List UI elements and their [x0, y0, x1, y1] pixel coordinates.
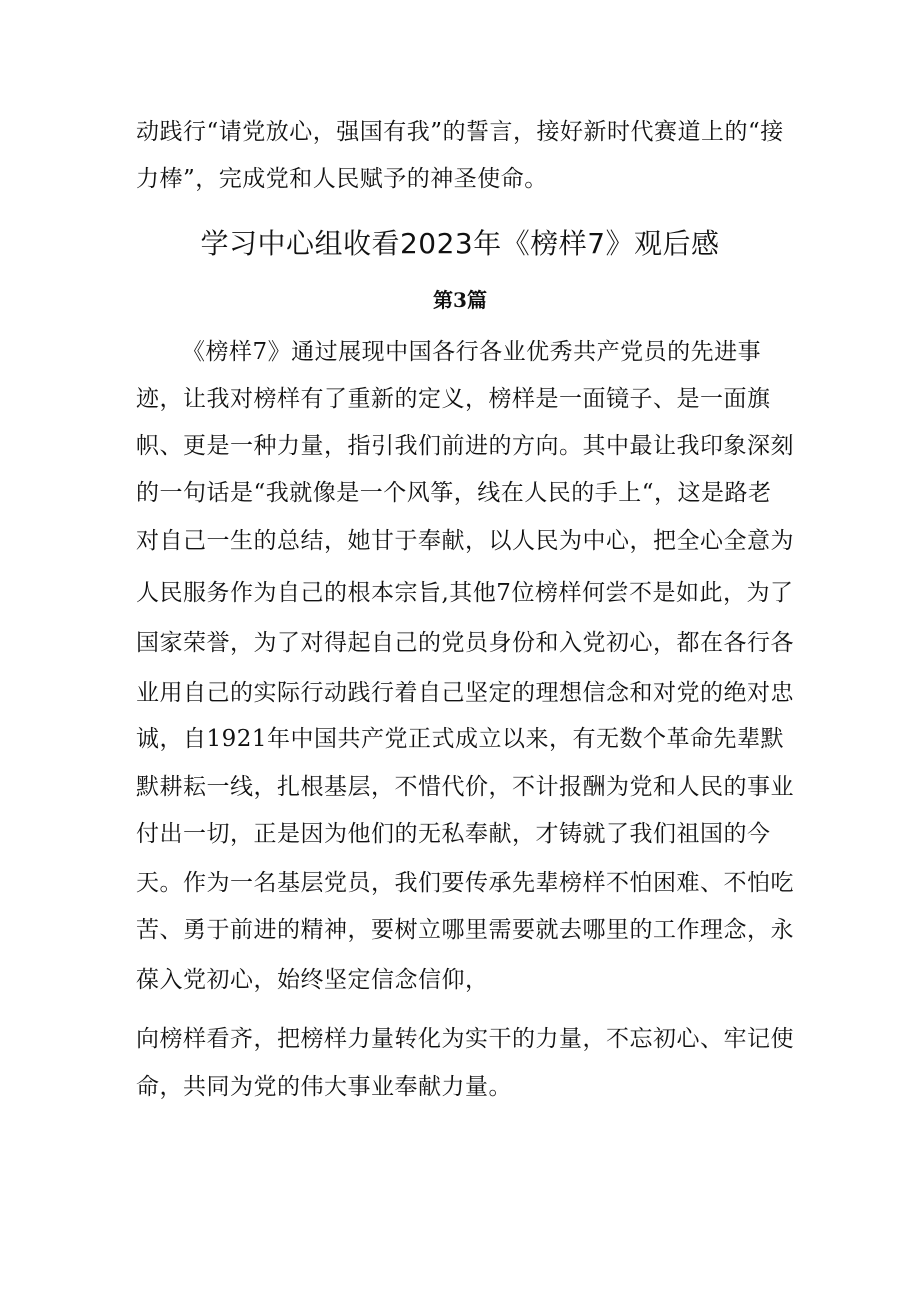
body-line-2: 迹，让我对榜样有了重新的定义，榜样是一面镜子、是一面旗 — [136, 386, 771, 412]
body-line-1: 《榜样7》通过展现中国各行各业优秀共产党员的先进事 — [182, 339, 762, 365]
body-line-12: 天。作为一名基层党员，我们要传承先辈榜样不怕困难、不怕吃 — [136, 870, 794, 896]
body-line-10: 默耕耘一线，扎根基层，不惜代价，不计报酬为党和人民的事业 — [136, 774, 794, 800]
body-line-5: 对自己一生的总结，她甘于奉献，以人民为中心，把全心全意为 — [136, 528, 794, 554]
body-line-4: 的一句话是“我就像是一个风筝，线在人民的手上“，这是路老 — [136, 480, 772, 506]
body-line-13: 苦、勇于前进的精神，要树立哪里需要就去哪里的工作理念，永 — [136, 917, 794, 943]
closing-line-2: 命，共同为党的伟大事业奉献力量。 — [136, 1074, 512, 1100]
body-line-8: 业用自己的实际行动践行着自己坚定的理想信念和对党的绝对忠 — [136, 680, 794, 706]
body-line-6: 人民服务作为自己的根本宗旨,其他7位榜样何尝不是如此，为了 — [136, 580, 794, 606]
body-line-9: 诚，自1921年中国共产党正式成立以来，有无数个革命先辈默 — [136, 726, 785, 752]
body-line-3: 帜、更是一种力量，指引我们前进的方向。其中最让我印象深刻 — [136, 433, 794, 459]
body-line-7: 国家荣誉，为了对得起自己的党员身份和入党初心，都在各行各 — [136, 630, 794, 656]
article-title: 学习中心组收看2023年《榜样7》观后感 — [200, 227, 720, 260]
body-line-14: 葆入党初心，始终坚定信念信仰， — [136, 967, 489, 993]
article-subtitle: 第3篇 — [433, 288, 487, 312]
closing-line-1: 向榜样看齐，把榜样力量转化为实干的力量，不忘初心、牢记使 — [136, 1026, 794, 1052]
intro-line-1: 动践行“请党放心，强国有我”的誓言，接好新时代赛道上的“接 — [136, 119, 784, 145]
body-line-11: 付出一切，正是因为他们的无私奉献，才铸就了我们祖国的今 — [136, 821, 771, 847]
intro-line-2: 力棒”，完成党和人民赋予的神圣使命。 — [136, 166, 548, 192]
